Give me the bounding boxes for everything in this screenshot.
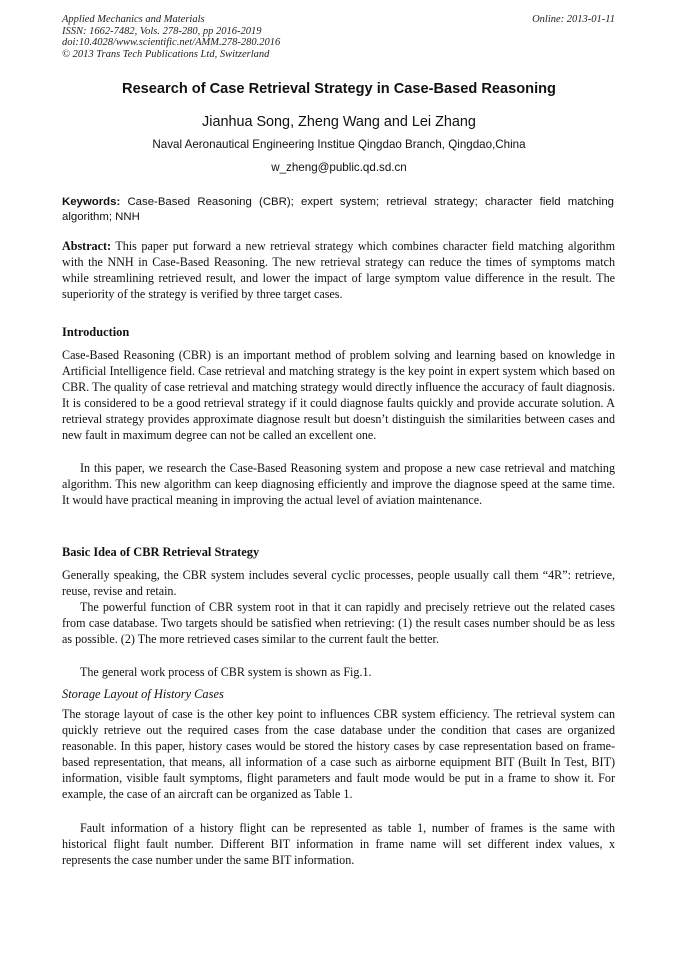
online-date: Online: 2013-01-11 bbox=[532, 14, 615, 25]
basic-idea-paragraph-3: The general work process of CBR system is shown as Fig.1. bbox=[80, 665, 372, 679]
basic-idea-heading: Basic Idea of CBR Retrieval Strategy bbox=[62, 545, 260, 559]
journal-header bbox=[62, 14, 615, 60]
authors: Jianhua Song, Zheng Wang and Lei Zhang bbox=[202, 114, 476, 130]
abstract-label: Abstract: bbox=[62, 239, 112, 253]
copyright-line: © 2013 Trans Tech Publications Ltd, Switzerland bbox=[62, 48, 270, 60]
introduction-heading: Introduction bbox=[62, 325, 130, 339]
storage-layout-paragraph-1: The storage layout of case is the other key point to influences CBR system efficiency. The retrieval system can quickly retrieve out the required cases from the case database under the condition that cases are organized reasonable. In this paper, history cases would be stored the history cases by case representation based on frame-based representation, that means, all information of a case such as airborne equipment BIT (Built In Test, BIT) information, visible fault symptoms, flight parameters and fault mode would be put in a frame to show it. For example, the case of an aircraft can be organized as Table 1. bbox=[62, 707, 615, 802]
abstract-text: This paper put forward a new retrieval strategy which combines character field matching algorithm with the NNH in Case-Based Reasoning. The new retrieval strategy can reduce the times of symptoms match while streamlining retrieved result, and lower the impact of large symptom value difference in the result. The superiority of the strategy is verified by three target cases. bbox=[62, 239, 615, 302]
basic-idea-paragraph-1: Generally speaking, the CBR system includes several cyclic processes, people usually call them “4R”: retrieve, reuse, revise and retain. bbox=[62, 568, 615, 599]
basic-idea-paragraph-2: The powerful function of CBR system root in that it can rapidly and precisely retrieve out the related cases from case database. Two targets should be satisfied when retrieving: (1) the result cases number should be as less as possible. (2) The more retrieved cases similar to the current fault the better. bbox=[62, 600, 615, 647]
storage-layout-paragraph-2: Fault information of a history flight can be represented as table 1, number of frames is the same with historical flight fault number. Different BIT information in frame name will set different index values, x represents the case number under the same BIT information. bbox=[62, 821, 615, 868]
keywords-text: Case-Based Reasoning (CBR); expert system; retrieval strategy; character field matching algorithm; NNH bbox=[62, 196, 614, 223]
abstract bbox=[62, 238, 615, 302]
keywords bbox=[62, 195, 614, 225]
introduction-paragraph-1: Case-Based Reasoning (CBR) is an important method of problem solving and learning based on knowledge in Artificial Intelligence field. Case retrieval and matching strategy is the key point in expert system which based on CBR. The quality of case retrieval and matching strategy would directly influence the accuracy of fault diagnosis. It is considered to be a good retrieval strategy if it could diagnose faults quickly and provide accurate solution. A retrieval strategy provides approximate diagnose result but doesn’t distinguish the similarities between cases and new fault in maximum degree can not be called an excellent one. bbox=[62, 348, 615, 443]
keywords-label: Keywords: bbox=[62, 196, 121, 208]
paper-title: Research of Case Retrieval Strategy in Case-Based Reasoning bbox=[122, 81, 556, 97]
author-email[interactable]: w_zheng@public.qd.sd.cn bbox=[271, 161, 407, 174]
affiliation: Naval Aeronautical Engineering Institue Qingdao Branch, Qingdao,China bbox=[152, 138, 526, 151]
doi-line[interactable]: doi:10.4028/www.scientific.net/AMM.278-280.2016 bbox=[62, 37, 281, 49]
journal-name: Applied Mechanics and Materials bbox=[62, 14, 205, 25]
introduction-paragraph-2: In this paper, we research the Case-Based Reasoning system and propose a new case retrieval and matching algorithm. This new algorithm can keep diagnosing efficiently and improve the diagnose speed at the same time. It would have practical meaning in improving the actual level of aviation maintenance. bbox=[62, 461, 615, 508]
storage-layout-heading: Storage Layout of History Cases bbox=[62, 687, 224, 701]
issn-line: ISSN: 1662-7482, Vols. 278-280, pp 2016-2019 bbox=[62, 25, 262, 37]
